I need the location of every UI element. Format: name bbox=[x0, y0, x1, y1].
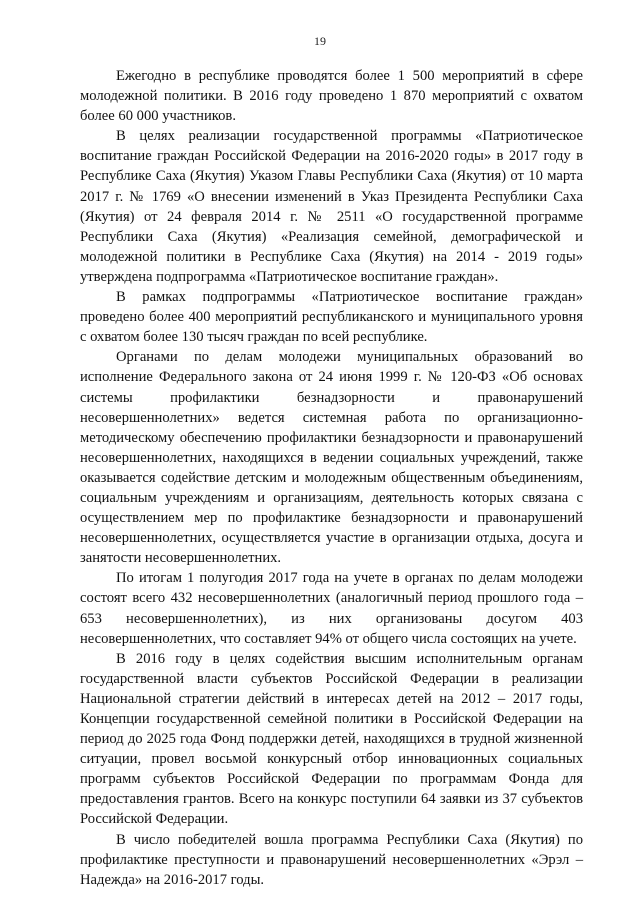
page-number: 19 bbox=[314, 34, 326, 48]
paragraph-fund-competition: В 2016 году в целях содействия высшим исполнительным органам государственной власти субъектов Российской Федерации в реализации Национальной стратегии действий в интересах детей на 2012 – 2017 годы, Концепции государственной семейной политики в Российской Федерации на период до 2025 года Фонд поддержки детей, находящихся в трудной жизненной ситуации, провел восьмой конкурсный отбор инновационных социальных программ субъектов Российской Федерации по программам Фонда для предоставления грантов. Всего на конкурс поступили 64 заявки из 37 субъектов Российской Федерации. bbox=[80, 650, 583, 828]
paragraph-patriotic-program: В целях реализации государственной программы «Патриотическое воспитание граждан Российской Федерации на 2016-2020 годы» в 2017 году в Республике Саха (Якутия) Указом Главы Республики Саха (Якутия) от 10 марта 2017 г. № 1769 «О внесении изменений в Указ Президента Республики Саха (Якутия) от 24 февраля 2014 г. № 2511 «О государственной программе Республики Саха (Якутия) «Реализация семейной, демографической и молодежной политики в Республике Саха (Якутия) на 2014 - 2019 годы» утверждена подпрограмма «Патриотическое воспитание граждан». bbox=[80, 128, 583, 285]
paragraph-subprogram-events: В рамках подпрограммы «Патриотическое воспитание граждан» проведено более 400 мероприятий республиканского и муниципального уровня с охватом более 130 тысяч граждан по всей республике. bbox=[80, 289, 583, 346]
document-body bbox=[80, 66, 583, 890]
paragraph-events: Ежегодно в республике проводятся более 1 500 мероприятий в сфере молодежной политики. В 2016 году проведено 1 870 мероприятий с охватом более 60 000 участников. bbox=[80, 68, 583, 125]
paragraph-youth-bodies: Органами по делам молодежи муниципальных образований во исполнение Федерального закона от 24 июня 1999 г. № 120-ФЗ «Об основах системы профилактики безнадзорности и правонарушений несовершеннолетних» ведется системная работа по организационно-методическому обеспечению профилактики безнадзорности и правонарушений несовершеннолетних, находящихся в ведении социальных учреждений, также оказывается содействие детским и молодежным общественным объединениям, социальным учреждениям и организациям, деятельность которых связана с осуществлением мер по профилактике безнадзорности и правонарушений несовершеннолетних, осуществляется участие в организации отдыха, досуга и занятости несовершеннолетних. bbox=[80, 349, 583, 567]
paragraph-half-year-results: По итогам 1 полугодия 2017 года на учете в органах по делам молодежи состоят всего 432 несовершеннолетних (аналогичный период прошлого года – 653 несовершеннолетних), из них организованы досугом 403 несовершеннолетних, что составляет 94% от общего числа состоящих на учете. bbox=[80, 570, 583, 647]
paragraph-winners: В число победителей вошла программа Республики Саха (Якутия) по профилактике преступности и правонарушений несовершеннолетних «Эрэл – Надежда» на 2016-2017 годы. bbox=[80, 831, 583, 888]
